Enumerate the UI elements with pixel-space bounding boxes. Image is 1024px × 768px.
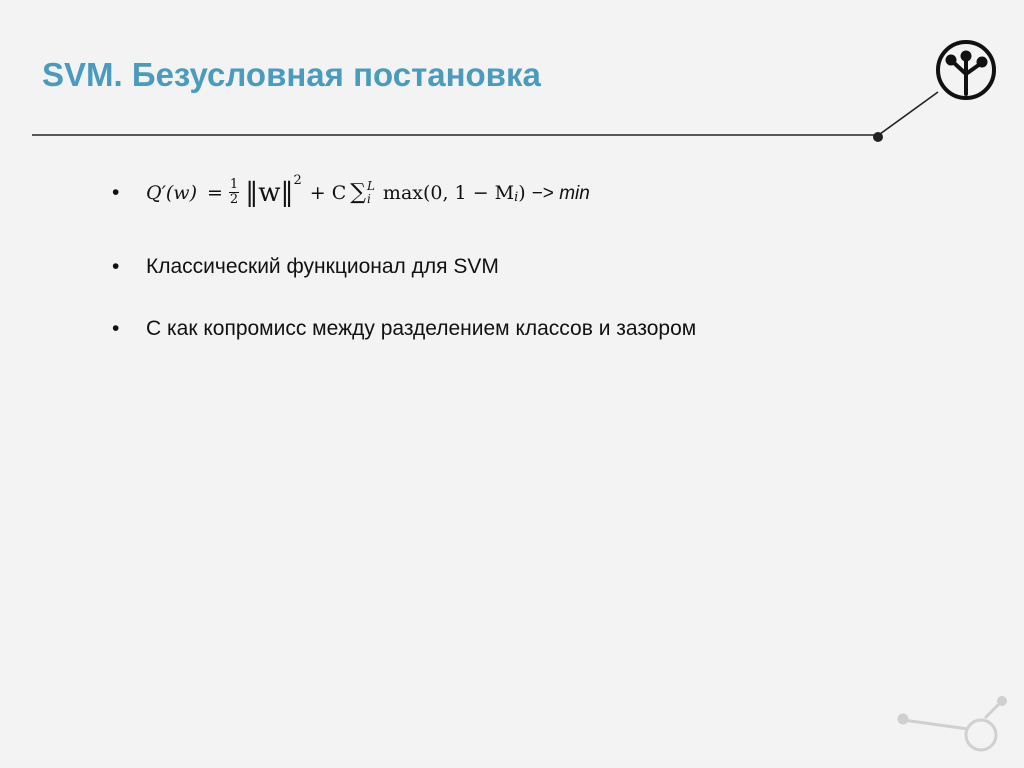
formula-sum: ∑ [350,180,366,205]
fraction-numerator: 1 [229,177,239,192]
bullet-mark: • [112,180,120,204]
formula-lhs: Q′(w) [146,181,197,204]
formula-goal: min [559,182,590,204]
bullet-mark: • [112,317,120,340]
formula-close-paren: ) [518,181,526,204]
formula-max-subscript: i [514,190,519,205]
slide-title: SVM. Безусловная постановка [42,56,541,93]
sum-upper-limit: L [366,178,375,193]
formula-equals: = [206,181,223,204]
sum-lower-limit: i [366,191,371,206]
formula-arrow: −> [531,182,554,204]
formula-norm: ‖w‖ [245,177,294,208]
list-item-text: Классический функционал для SVM [146,255,499,278]
list-item-text: C как копромисс между разделением классов и зазором [146,317,697,340]
bullet-mark: • [112,255,120,278]
formula-square: 2 [293,173,302,188]
formula-max: max(0, 1 − M [382,181,515,204]
formula-plus-c: + C [309,181,347,204]
fraction-denominator: 2 [229,192,239,207]
